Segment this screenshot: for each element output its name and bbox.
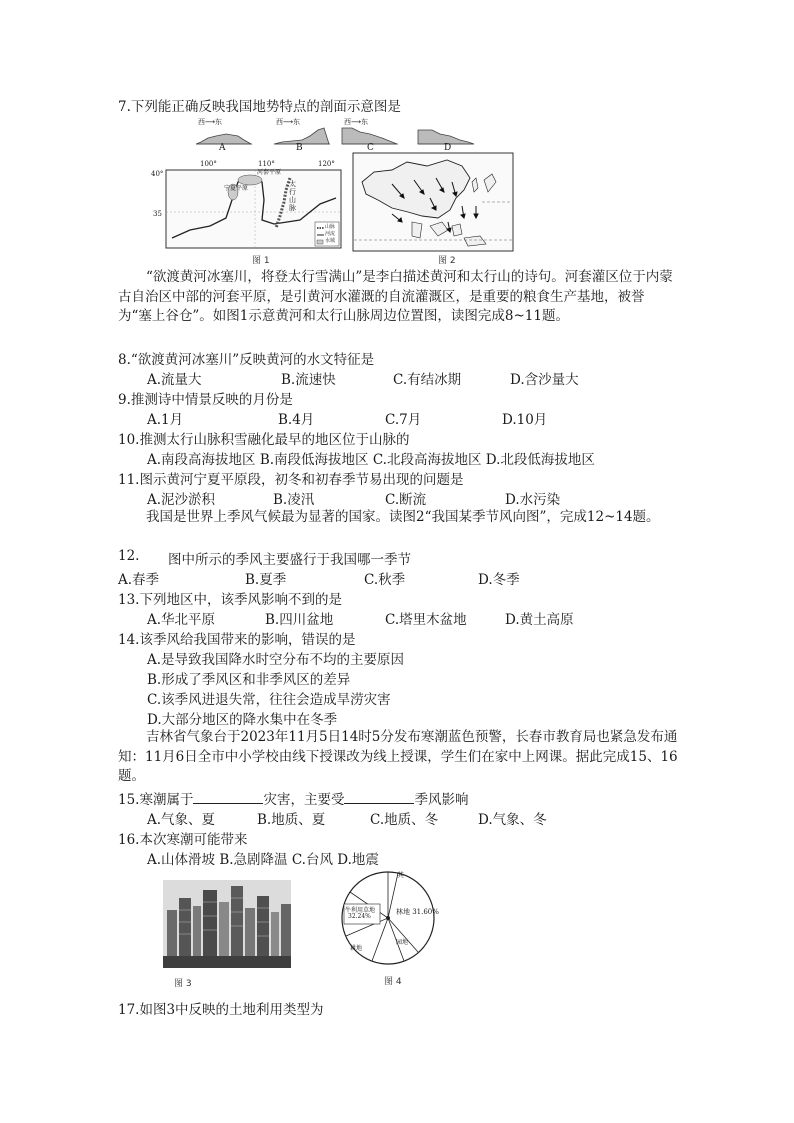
q9-option-d[interactable]: D.10月 <box>502 412 548 428</box>
legend-mountain: 山脉 <box>325 224 336 230</box>
q15-stem-b: 灾害，主要受 <box>263 792 345 808</box>
q15-blank-2[interactable] <box>344 791 414 804</box>
profile-label-a: A <box>219 143 226 153</box>
q15-stem-c: 季风影响 <box>414 792 469 808</box>
profile-label-d: D <box>444 143 452 153</box>
label-hetao: 河套平原 <box>257 169 282 176</box>
figure-3-caption: 图 3 <box>174 979 192 989</box>
q8-option-c[interactable]: C.有结冰期 <box>393 372 462 388</box>
svg-text:西⟶东: 西⟶东 <box>198 118 223 126</box>
q8-option-a[interactable]: A.流量大 <box>147 372 202 388</box>
q14-option-c[interactable]: C.该季风进退失常，往往会造成旱涝灾害 <box>147 692 391 708</box>
q13-option-a[interactable]: A.华北平原 <box>147 612 216 628</box>
q15-blank-1[interactable] <box>193 791 263 804</box>
q13-option-c[interactable]: C.塔里木盆地 <box>385 612 467 628</box>
q15-option-d[interactable]: D.气象、冬 <box>478 812 547 828</box>
q12-option-d[interactable]: D.冬季 <box>478 572 520 588</box>
intro-paragraph-2: 我国是世界上季风气候最为显著的国家。读图2“我国某季节风向图”，完成12~14题。 <box>146 509 660 525</box>
q14-option-d[interactable]: D.大部分地区的降水集中在冬季 <box>147 712 338 728</box>
lat-35: 35 <box>153 210 162 218</box>
lat-40: 40° <box>151 170 164 178</box>
lon-100: 100° <box>200 160 217 168</box>
intro-paragraph-3: 吉林省气象台于2023年11月5日14时5分发布寒潮蓝色预警，长春市教育局也紧急发布通知：11月6日全市中小学校由线下授课改为线上授课，学生们在家中上网课。据此完成15、16题。 <box>118 729 678 784</box>
q11-option-c[interactable]: C.断流 <box>385 492 427 508</box>
q15-option-b[interactable]: B.地质、夏 <box>257 812 326 828</box>
q12-stem: 图中所示的季风主要盛行于我国哪一季节 <box>168 552 411 568</box>
svg-text:耕地: 耕地 <box>350 945 363 952</box>
q11-option-a[interactable]: A.泥沙淤积 <box>147 492 216 508</box>
q12-option-a[interactable]: A.春季 <box>118 572 160 588</box>
q12-option-c[interactable]: C.秋季 <box>364 572 406 588</box>
q9-option-a[interactable]: A.1月 <box>147 412 184 428</box>
intro-paragraph-1: “欲渡黄河冰塞川，将登太行雪满山”是李白描述黄河和太行山的诗句。河套灌区位于内蒙古自治区中部的河套平原，是引黄河水灌溉的自流灌溉区，是重要的粮食生产基地，被誉为“塞上谷仓”。如图1示意黄河和太行山脉周边位置图，读图完成8~11题。 <box>118 269 673 324</box>
profile-c <box>342 117 398 144</box>
q10-stem: 10.推测太行山脉积雪融化最早的地区位于山脉的 <box>118 432 410 448</box>
profile-a <box>196 117 252 144</box>
q12-option-b[interactable]: B.夏季 <box>245 572 287 588</box>
svg-text:西⟶东: 西⟶东 <box>344 118 369 126</box>
q7-stem: 7.下列能正确反映我国地势特点的剖面示意图是 <box>118 99 401 115</box>
legend-water: 水城 <box>325 238 336 244</box>
q14-stem: 14.该季风给我国带来的影响，错误的是 <box>118 632 356 648</box>
q9-option-b[interactable]: B.4月 <box>278 412 315 428</box>
q13-stem: 13.下列地区中，该季风影响不到的是 <box>118 592 342 608</box>
q17-stem: 17.如图3中反映的土地利用类型为 <box>118 1002 324 1018</box>
figure-1-caption: 图 1 <box>252 256 270 266</box>
q8-option-d[interactable]: D.含沙量大 <box>510 372 579 388</box>
q16-options[interactable]: A.山体滑坡 B.急剧降温 C.台风 D.地震 <box>147 852 379 868</box>
pie-left-value: 32.24% <box>348 913 371 920</box>
pie-left-label: 牛利用草地 <box>345 907 376 914</box>
q16-stem: 16.本次寒潮可能带来 <box>118 832 248 848</box>
q15-option-c[interactable]: C.地质、冬 <box>370 812 439 828</box>
figure-3-city-photo <box>163 880 291 968</box>
profile-label-b: B <box>296 143 303 153</box>
svg-text:西⟶东: 西⟶东 <box>276 118 301 126</box>
pie-right-label: 林地 31.60% <box>396 908 439 916</box>
q10-options[interactable]: A.南段高海拔地区 B.南段低海拔地区 C.北段高海拔地区 D.北段低海拔地区 <box>147 452 595 468</box>
pie-top-label: 其 <box>397 871 404 879</box>
q14-option-a[interactable]: A.是导致我国降水时空分布不均的主要原因 <box>147 652 405 668</box>
q11-option-b[interactable]: B.凌汛 <box>273 492 315 508</box>
q8-option-b[interactable]: B.流速快 <box>281 372 336 388</box>
profile-d <box>418 130 474 144</box>
label-taihang: 太行山脉 <box>289 180 296 212</box>
q9-stem: 9.推测诗中情景反映的月份是 <box>118 392 293 408</box>
q9-option-c[interactable]: C.7月 <box>385 412 422 428</box>
lon-110: 110° <box>258 160 275 168</box>
label-ningxia: 宁夏平原 <box>224 185 249 192</box>
figure-2-map <box>352 152 514 252</box>
figure-4-caption: 图 4 <box>384 977 402 987</box>
profile-label-c: C <box>367 143 374 153</box>
svg-text:园地: 园地 <box>396 939 409 946</box>
q7-profile-figures <box>196 114 476 156</box>
lon-120: 120° <box>318 160 335 168</box>
q15-stem <box>118 788 468 808</box>
q8-stem: 8.“欲渡黄河冰塞川”反映黄河的水文特征是 <box>118 352 375 368</box>
q11-option-d[interactable]: D.水污染 <box>505 492 561 508</box>
q13-option-d[interactable]: D.黄土高原 <box>505 612 574 628</box>
q14-option-b[interactable]: B.形成了季风区和非季风区的差异 <box>147 672 351 688</box>
q12-number: 12. <box>118 548 140 564</box>
q11-stem: 11.图示黄河宁夏平原段，初冬和初春季节易出现的问题是 <box>118 472 464 488</box>
q13-option-b[interactable]: B.四川盆地 <box>265 612 334 628</box>
figure-1-map <box>150 160 345 252</box>
profile-b <box>274 117 330 144</box>
figure-2-caption: 图 2 <box>438 256 456 266</box>
legend-river: 河流 <box>325 231 336 237</box>
q15-option-a[interactable]: A.气象、夏 <box>147 812 216 828</box>
q15-stem-a: 15.寒潮属于 <box>118 792 194 808</box>
